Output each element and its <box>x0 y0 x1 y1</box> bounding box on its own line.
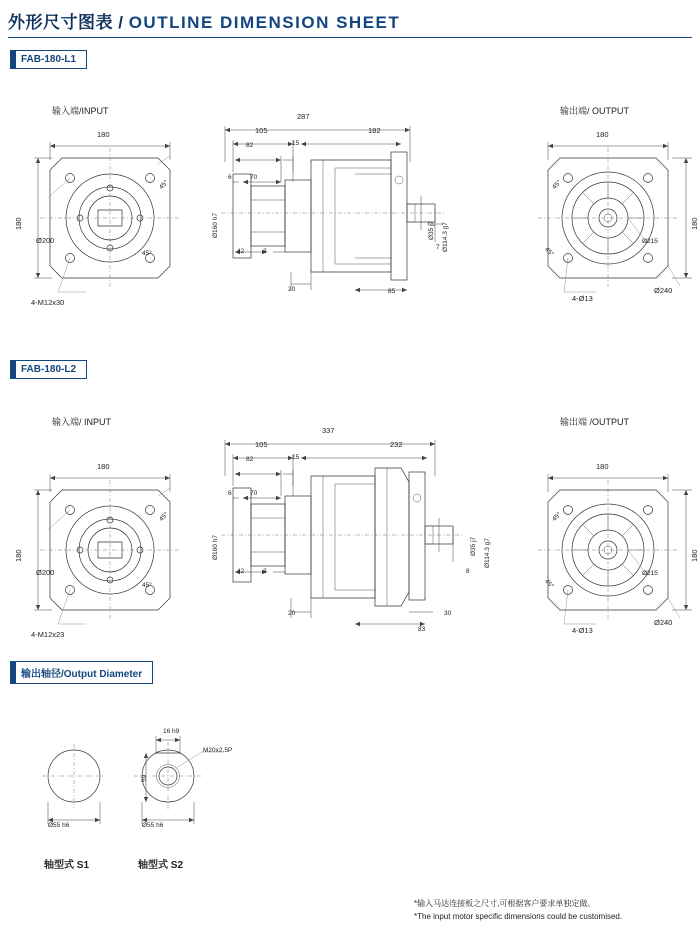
shaft-s2-dia: Ø55 h6 <box>142 822 164 829</box>
s1-output-pilot-dia: Ø215 <box>642 238 658 245</box>
s1-input-angle-b: 45° <box>142 250 152 257</box>
s2-output-pilot-dia: Ø215 <box>642 570 658 577</box>
s2-input-width-dim: 180 <box>97 462 110 471</box>
page-title <box>8 8 692 33</box>
shaft-s2-flat-width: 16 h9 <box>163 728 180 735</box>
s2-input-view <box>18 452 208 642</box>
s1-output-view <box>520 120 700 315</box>
s2-output-bolt-note: 4-Ø13 <box>572 626 593 635</box>
header-divider <box>8 37 692 38</box>
page-title-cn: 外形尺寸图表 / <box>8 13 124 32</box>
s2-side-sub-20: 20 <box>288 610 296 617</box>
s2-side-sub-42: 42 <box>237 568 245 575</box>
s1-side-sub-15: 15 <box>292 140 300 147</box>
s1-side-sub-20: 20 <box>288 286 296 293</box>
s2-side-sub-8: 8 <box>466 568 470 575</box>
s2-side-shaft-dia: Ø35 j7 <box>470 536 477 556</box>
s2-input-angle-a: 45° <box>158 511 170 523</box>
s2-side-sub-6: 6 <box>228 490 232 497</box>
s1-side-body-length: 182 <box>368 126 381 135</box>
s2-side-body-length: 232 <box>390 440 403 449</box>
s2-side-pilot-dia: Ø160 h7 <box>212 535 219 560</box>
s1-input-view <box>18 120 208 310</box>
s1-side-view <box>205 112 455 312</box>
s2-input-label: 输入端/ INPUT <box>52 417 112 427</box>
s2-input-height-dim: 180 <box>14 549 23 562</box>
s2-side-bolt-circle: Ø114.3 g7 <box>484 538 491 568</box>
s1-output-height-dim: 180 <box>690 217 699 230</box>
s1-output-label: 输出端/ OUTPUT <box>560 106 629 116</box>
s1-output-bolt-note: 4-Ø13 <box>572 294 593 303</box>
s1-output-angle-b: 45° <box>543 246 555 258</box>
s2-side-sub-30: 30 <box>444 610 452 617</box>
s1-side-sub-3: 3 <box>263 248 267 255</box>
s2-output-flange-dia: Ø240 <box>654 618 673 627</box>
s2-side-total-length: 337 <box>322 426 335 435</box>
s2-input-bolt-note: 4-M12x23 <box>31 630 65 639</box>
s2-side-sub-15: 15 <box>292 454 300 461</box>
page-title-en: OUTLINE DIMENSION SHEET <box>128 13 401 32</box>
section-tag-fab-180-l1: FAB-180-L1 <box>10 50 87 69</box>
section-tag-fab-180-l2: FAB-180-L2 <box>10 360 87 379</box>
footnote-en: *The input motor specific dimensions could be customised. <box>414 912 623 921</box>
s2-output-height-dim: 180 <box>690 549 699 562</box>
section-tag-output-diameter: 输出轴径/Output Diameter <box>10 661 153 684</box>
s1-side-bolt-circle: Ø114.3 g7 <box>442 222 449 252</box>
s2-side-sub-70: 70 <box>250 490 258 497</box>
s1-side-sub-82: 82 <box>246 142 254 149</box>
page-header <box>8 8 692 38</box>
shaft-s2-height: 59 <box>141 774 148 782</box>
s1-side-total-length: 287 <box>297 112 310 121</box>
s2-output-angle-b: 45° <box>543 578 555 590</box>
s1-output-flange-dia: Ø240 <box>654 286 673 295</box>
s1-input-height-dim: 180 <box>14 217 23 230</box>
s2-side-sub-83: 83 <box>418 626 426 633</box>
s2-output-angle-a: 45° <box>551 511 563 523</box>
s1-input-angle-a: 45° <box>158 179 170 191</box>
s2-side-sub-82: 82 <box>246 456 254 463</box>
s2-output-label: 输出端 /OUTPUT <box>560 417 629 427</box>
s1-input-label: 输入端/INPUT <box>52 106 109 116</box>
s1-input-bore-dim: Ø200 <box>36 236 55 245</box>
s1-side-sub-6: 6 <box>228 174 232 181</box>
s2-input-bore-dim: Ø200 <box>36 568 55 577</box>
s2-side-front-length: 105 <box>255 440 268 449</box>
s1-side-sub-7: 7 <box>436 244 440 251</box>
shaft-s2-thread: M20x2.5P <box>203 747 233 754</box>
s1-output-angle-a: 45° <box>551 179 563 191</box>
shaft-s1-dia: Ø55 h6 <box>48 822 70 829</box>
s1-output-width-dim: 180 <box>596 130 609 139</box>
s2-output-view <box>520 452 700 647</box>
s1-side-shaft-dia: Ø35 j7 <box>428 220 435 240</box>
shaft-s2-caption: 轴型式 S2 <box>138 860 184 871</box>
footnote-cn: *输入马达连接板之尺寸,可根据客户要求单独定做。 <box>414 899 596 908</box>
s2-input-angle-b: 45° <box>142 582 152 589</box>
s1-input-width-dim: 180 <box>97 130 110 139</box>
s1-side-sub-85: 85 <box>388 288 396 295</box>
s1-side-front-length: 105 <box>255 126 268 135</box>
s1-side-pilot-dia: Ø160 h7 <box>212 213 219 238</box>
shaft-s1-caption: 轴型式 S1 <box>44 860 90 871</box>
s2-side-sub-3: 3 <box>263 568 267 575</box>
s1-input-bolt-note: 4-M12x30 <box>31 298 65 307</box>
s1-side-sub-42: 42 <box>237 248 245 255</box>
s1-side-sub-70: 70 <box>250 174 258 181</box>
s2-output-width-dim: 180 <box>596 462 609 471</box>
